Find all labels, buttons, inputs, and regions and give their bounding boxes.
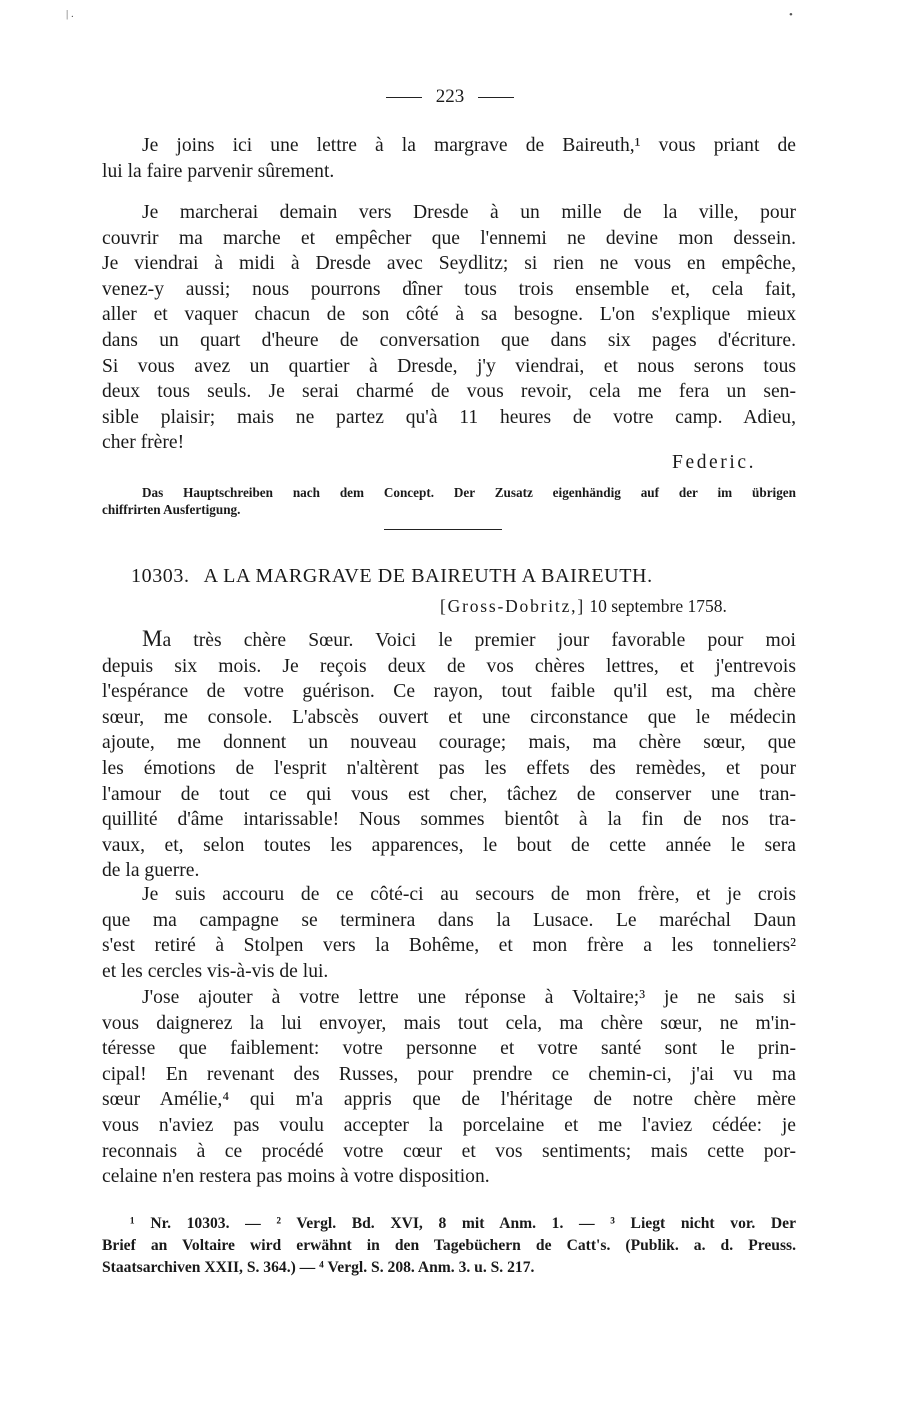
text-line: sible plaisir; mais ne partez qu'à 11 heures de votre camp. Adieu, [102,406,796,428]
text-line: reconnais à ce procédé votre cœur et vos sentiments; mais cette por- [102,1140,796,1162]
text-line: cher frère! [102,432,185,454]
text-line: deux tous seuls. Je serai charmé de vous revoir, cela me fera un sen- [102,381,796,403]
text-line: vous n'aviez pas voulu accepter la porcelaine et me l'aviez cédée: je [102,1114,796,1136]
letter-paragraph-2 [102,882,796,984]
text-line: sœur Amélie,⁴ qui m'a appris que de l'héritage de notre chère mère [102,1089,796,1111]
footnote-line: Brief an Voltaire wird erwähnt in den Tagebüchern de Catt's. (Publik. a. d. Preuss. [102,1237,796,1254]
scan-mark-right: • [789,9,793,21]
scan-mark-left: | . [66,8,74,20]
text-line: lui la faire parvenir sûrement. [102,160,335,182]
letter-paragraph-1 [102,626,796,884]
dateline-date: 10 septembre 1758. [589,596,727,616]
footnote-line: Staatsarchiven XXII, S. 364.) — ⁴ Vergl. S. 208. Anm. 3. u. S. 217. [102,1259,535,1276]
letter-number: 10303. [131,565,190,587]
page-number: 223 [435,86,465,107]
previous-letter-paragraph-2 [102,200,796,456]
text-line: Je marcherai demain vers Dresde à un mille de la ville, pour [142,202,796,223]
text-line: sœur, me console. L'abscès ouvert et une circonstance que le médecin [102,706,796,728]
footnote-line: ¹ Nr. 10303. — ² Vergl. Bd. XVI, 8 mit Anm. 1. — ³ Liegt nicht vor. Der [130,1215,796,1232]
dateline-place: [Gross-Dobritz,] [440,596,585,616]
note-line: chiffrirten Ausfertigung. [102,502,241,517]
text-line: vaux, et, selon toutes les apparences, le bout de cette année le sera [102,834,796,856]
text-line: Si vous avez un quartier à Dresde, j'y viendrai, et nous serons tous [102,355,796,377]
letter-paragraph-3 [102,985,796,1190]
text-line: aller et vaquer chacun de son côté à sa besogne. L'on s'explique mieux [102,304,796,326]
signature: Federic. [672,452,757,473]
text-line: Ma très chère Sœur. Voici le premier jour favorable pour moi [142,626,796,651]
text-line: couvrir ma marche et empêcher que l'ennemi ne devine mon dessein. [102,227,796,249]
text-line: celaine n'en restera pas moins à votre disposition. [102,1166,490,1188]
editorial-note [102,484,796,518]
text-line: les émotions de l'esprit n'altèrent pas les effets des remèdes, et pour [102,757,796,779]
text-line: s'est retiré à Stolpen vers la Bohême, et mon frère a les tonneliers² [102,935,796,957]
text-line: vous daignerez la lui envoyer, mais tout cela, ma chère sœur, ne m'in- [102,1012,796,1034]
header-rule-left [386,97,422,98]
text-line: téresse que faiblement: votre personne et votre santé sont le prin- [102,1038,796,1060]
text-line: Je viendrai à midi à Dresde avec Seydlitz; si rien ne vous en empêche, [102,253,796,275]
letter-heading [131,565,653,588]
note-line: Das Hauptschreiben nach dem Concept. Der Zusatz eigenhändig auf der im übrigen [142,485,796,500]
section-divider [384,529,502,530]
letter-title: A LA MARGRAVE DE BAIREUTH A BAIREUTH. [203,565,653,587]
text-line: J'ose ajouter à votre lettre une réponse à Voltaire;³ je ne sais si [142,987,796,1008]
text-line: venez-y aussi; nous pourrons dîner tous trois ensemble et, cela fait, [102,278,796,300]
text-line: Je joins ici une lettre à la margrave de Baireuth,¹ vous priant de [142,135,796,156]
text-line: quillité d'âme intarissable! Nous sommes bientôt à la fin de nos tra- [102,809,796,831]
text-line: depuis six mois. Je reçois deux de vos chères lettres, et j'entrevois [102,655,796,677]
text-line: Je suis accouru de ce côté-ci au secours de mon frère, et je crois [142,884,796,905]
text-line: que ma campagne se terminera dans la Lusace. Le maréchal Daun [102,909,796,931]
page-header [0,86,900,108]
text-line: ajoute, me donnent un nouveau courage; mais, ma chère sœur, que [102,732,796,754]
text-line: dans un quart d'heure de conversation que dans six pages d'écriture. [102,329,796,351]
text-line: de la guerre. [102,860,200,882]
text-line: cipal! En revenant des Russes, pour prendre ce chemin-ci, j'ai vu ma [102,1063,796,1085]
text-line: l'espérance de votre guérison. Ce rayon, tout faible qu'il est, ma chère [102,681,796,703]
footnotes [102,1213,796,1279]
text-line: l'amour de tout ce qui vous est cher, tâchez de conserver une tran- [102,783,796,805]
text-line: et les cercles vis-à-vis de lui. [102,960,329,982]
dateline [440,596,727,617]
previous-letter-paragraph-1 [102,133,796,184]
header-rule-right [478,97,514,98]
